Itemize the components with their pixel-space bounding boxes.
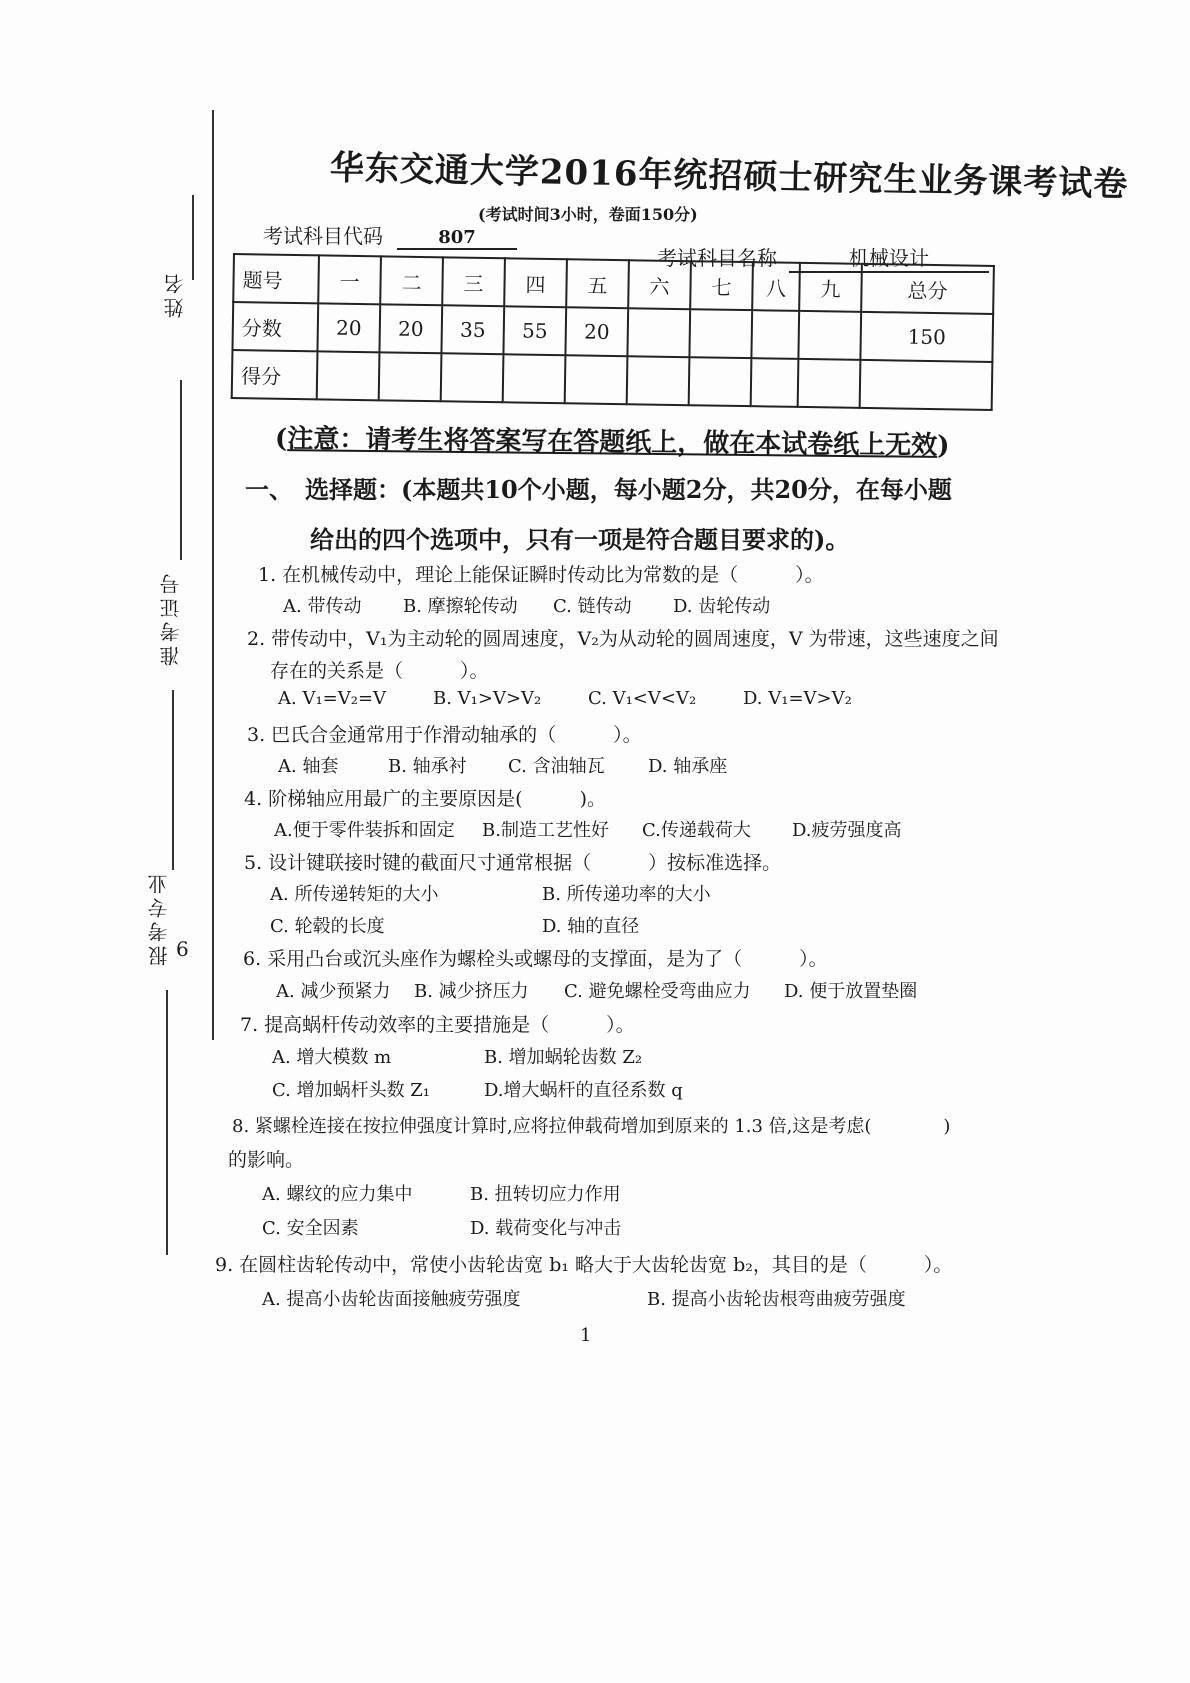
exam-subtitle: (考试时间3小时，卷面150分) <box>478 205 698 224</box>
question-6-options <box>276 977 917 1003</box>
option-c: C. 轮毂的长度 <box>270 916 385 937</box>
col-header: 七 <box>690 261 753 310</box>
row-label-question-number: 题号 <box>233 254 319 303</box>
option-a: A.便于零件装拆和固定 <box>274 820 455 841</box>
option-b: B. V₁>V>V₂ <box>433 688 542 709</box>
question-2-stem-line1: 2. 带传动中，V₁为主动轮的圆周速度，V₂为从动轮的圆周速度，V 为带速，这些速度之间 <box>247 628 999 650</box>
question-8-options-row2 <box>262 1214 621 1240</box>
question-8-options-row1 <box>262 1180 621 1206</box>
option-a: A. 带传动 <box>283 596 362 617</box>
col-header: 六 <box>628 260 691 309</box>
subject-code-value: 807 <box>397 227 517 250</box>
side-ticket-label: 准考证号 <box>159 570 183 666</box>
question-1-stem: 1. 在机械传动中，理论上能保证瞬时传动比为常数的是（ ）。 <box>258 564 824 586</box>
question-7-options-row2 <box>272 1076 683 1102</box>
col-header: 五 <box>566 259 629 308</box>
earned-cell <box>689 357 752 406</box>
col-header: 三 <box>442 257 505 306</box>
option-b: B. 提高小齿轮齿根弯曲疲劳强度 <box>647 1289 906 1310</box>
row-label-points: 分数 <box>232 302 318 351</box>
col-header: 八 <box>752 262 800 311</box>
question-3-options <box>278 752 727 778</box>
question-5-options-row2 <box>270 912 639 938</box>
option-d: D.增大蜗杆的直径系数 q <box>484 1080 683 1101</box>
question-4-options <box>274 816 902 842</box>
name-blank-line <box>192 195 194 280</box>
notice <box>275 418 950 462</box>
col-header: 一 <box>318 255 381 304</box>
option-b: B. 摩擦轮传动 <box>403 596 518 617</box>
earned-cell <box>379 352 442 401</box>
question-3-stem: 3. 巴氏合金通常用于作滑动轴承的（ ）。 <box>247 724 642 746</box>
question-8-stem-line2: 的影响。 <box>228 1149 305 1171</box>
option-c: C. 安全因素 <box>262 1218 359 1239</box>
section-instructions-line1: 选择题：(本题共10个小题，每小题2分，共20分，在每小题 <box>305 475 952 504</box>
earned-cell <box>317 351 380 400</box>
page-number: 1 <box>580 1325 592 1346</box>
option-d: D. 便于放置垫圈 <box>784 981 918 1002</box>
question-4-stem: 4. 阶梯轴应用最广的主要原因是( )。 <box>244 788 606 810</box>
notice-close-paren: ) <box>937 430 950 462</box>
notice-text: 注意：请考生将答案写在答题纸上，做在本试卷纸上无效 <box>287 424 938 461</box>
earned-cell <box>798 359 861 408</box>
points-cell <box>689 309 752 358</box>
option-a: A. 增大模数 m <box>272 1047 392 1068</box>
earned-cell <box>441 353 504 402</box>
option-b: B. 减少挤压力 <box>414 981 529 1002</box>
question-2-options <box>278 688 852 709</box>
section-instructions-line2: 给出的四个选项中，只有一项是符合题目要求的)。 <box>310 525 850 554</box>
points-cell: 20 <box>317 303 380 352</box>
score-table <box>231 253 995 411</box>
option-d: D. 轴承座 <box>648 756 728 777</box>
option-c: C. 链传动 <box>553 596 632 617</box>
earned-cell <box>565 355 628 404</box>
row-label-earned: 得分 <box>232 350 318 399</box>
points-cell <box>627 308 690 357</box>
option-c: C. V₁<V<V₂ <box>588 688 697 709</box>
option-d: D. 载荷变化与冲击 <box>470 1218 622 1239</box>
option-c: C. 避免螺栓受弯曲应力 <box>564 981 751 1002</box>
points-cell: 20 <box>379 304 442 353</box>
section-heading <box>245 470 952 505</box>
question-5-options-row1 <box>270 880 711 906</box>
stray-mark: 6 <box>176 937 189 961</box>
option-a: A. V₁=V₂=V <box>278 688 387 709</box>
question-9-stem: 9. 在圆柱齿轮传动中，常使小齿轮齿宽 b₁ 略大于大齿轮齿宽 b₂，其目的是（ ）。 <box>215 1254 953 1276</box>
points-cell-total: 150 <box>860 312 993 362</box>
side-major-label: 报考专业 <box>147 870 171 966</box>
earned-cell-total <box>860 360 993 410</box>
option-b: B. 所传递功率的大小 <box>542 884 711 905</box>
option-c: C. 含油轴瓦 <box>508 756 605 777</box>
option-d: D. V₁=V>V₂ <box>743 688 852 709</box>
binding-margin-line <box>212 110 214 1040</box>
col-header: 九 <box>799 263 862 312</box>
option-b: B. 增加蜗轮齿数 Z₂ <box>484 1047 643 1068</box>
option-b: B. 轴承衬 <box>388 756 467 777</box>
question-5-stem: 5. 设计键联接时键的截面尺寸通常根据（ ）按标准选择。 <box>244 852 782 874</box>
option-a: A. 减少预紧力 <box>276 981 391 1002</box>
earned-cell <box>751 358 799 407</box>
col-header-total: 总分 <box>861 264 994 314</box>
subject-code-label: 考试科目代码 <box>263 224 383 248</box>
col-header: 四 <box>504 258 567 307</box>
side-name-label: 姓名 <box>163 270 187 318</box>
question-8-stem-line1: 8. 紧螺栓连接在按拉伸强度计算时,应将拉伸载荷增加到原来的 1.3 倍,这是考虑( ) <box>232 1116 951 1137</box>
question-1-options <box>283 592 770 618</box>
points-cell: 20 <box>565 307 628 356</box>
points-cell <box>798 311 861 360</box>
earned-cell <box>627 356 690 405</box>
points-cell <box>751 310 799 359</box>
points-cell: 35 <box>441 305 504 354</box>
option-b: B.制造工艺性好 <box>482 820 609 841</box>
option-d: D. 齿轮传动 <box>673 596 771 617</box>
margin-lower-line <box>166 990 168 1255</box>
option-a: A. 提高小齿轮齿面接触疲劳强度 <box>262 1289 521 1310</box>
col-header: 二 <box>380 256 443 305</box>
subject-code-row <box>263 220 517 250</box>
notice-open-paren: ( <box>274 424 288 455</box>
option-c: C. 增加蜗杆头数 Z₁ <box>272 1080 431 1101</box>
option-d: D.疲劳强度高 <box>792 820 902 841</box>
section-number: 一、 <box>245 475 293 504</box>
question-7-stem: 7. 提高蜗杆传动效率的主要措施是（ ）。 <box>240 1014 635 1036</box>
ticket-blank-line <box>180 380 182 560</box>
question-7-options-row1 <box>272 1043 642 1069</box>
question-9-options <box>262 1285 906 1311</box>
option-a: A. 所传递转矩的大小 <box>270 884 439 905</box>
subject-name-value: 机械设计 <box>789 242 989 273</box>
points-cell: 55 <box>503 306 566 355</box>
earned-cell <box>503 354 566 403</box>
question-6-stem: 6. 采用凸台或沉头座作为螺栓头或螺母的支撑面，是为了（ ）。 <box>243 948 828 970</box>
option-d: D. 轴的直径 <box>542 916 640 937</box>
exam-title: 华东交通大学2016年统招硕士研究生业务课考试卷 <box>329 148 1129 205</box>
subject-name-label: 考试科目名称 <box>657 246 777 270</box>
question-2-stem-line2: 存在的关系是（ ）。 <box>270 660 489 682</box>
option-a: A. 螺纹的应力集中 <box>262 1184 413 1205</box>
option-a: A. 轴套 <box>278 756 339 777</box>
major-blank-line <box>172 690 174 870</box>
option-b: B. 扭转切应力作用 <box>470 1184 621 1205</box>
option-c: C.传递载荷大 <box>642 820 751 841</box>
